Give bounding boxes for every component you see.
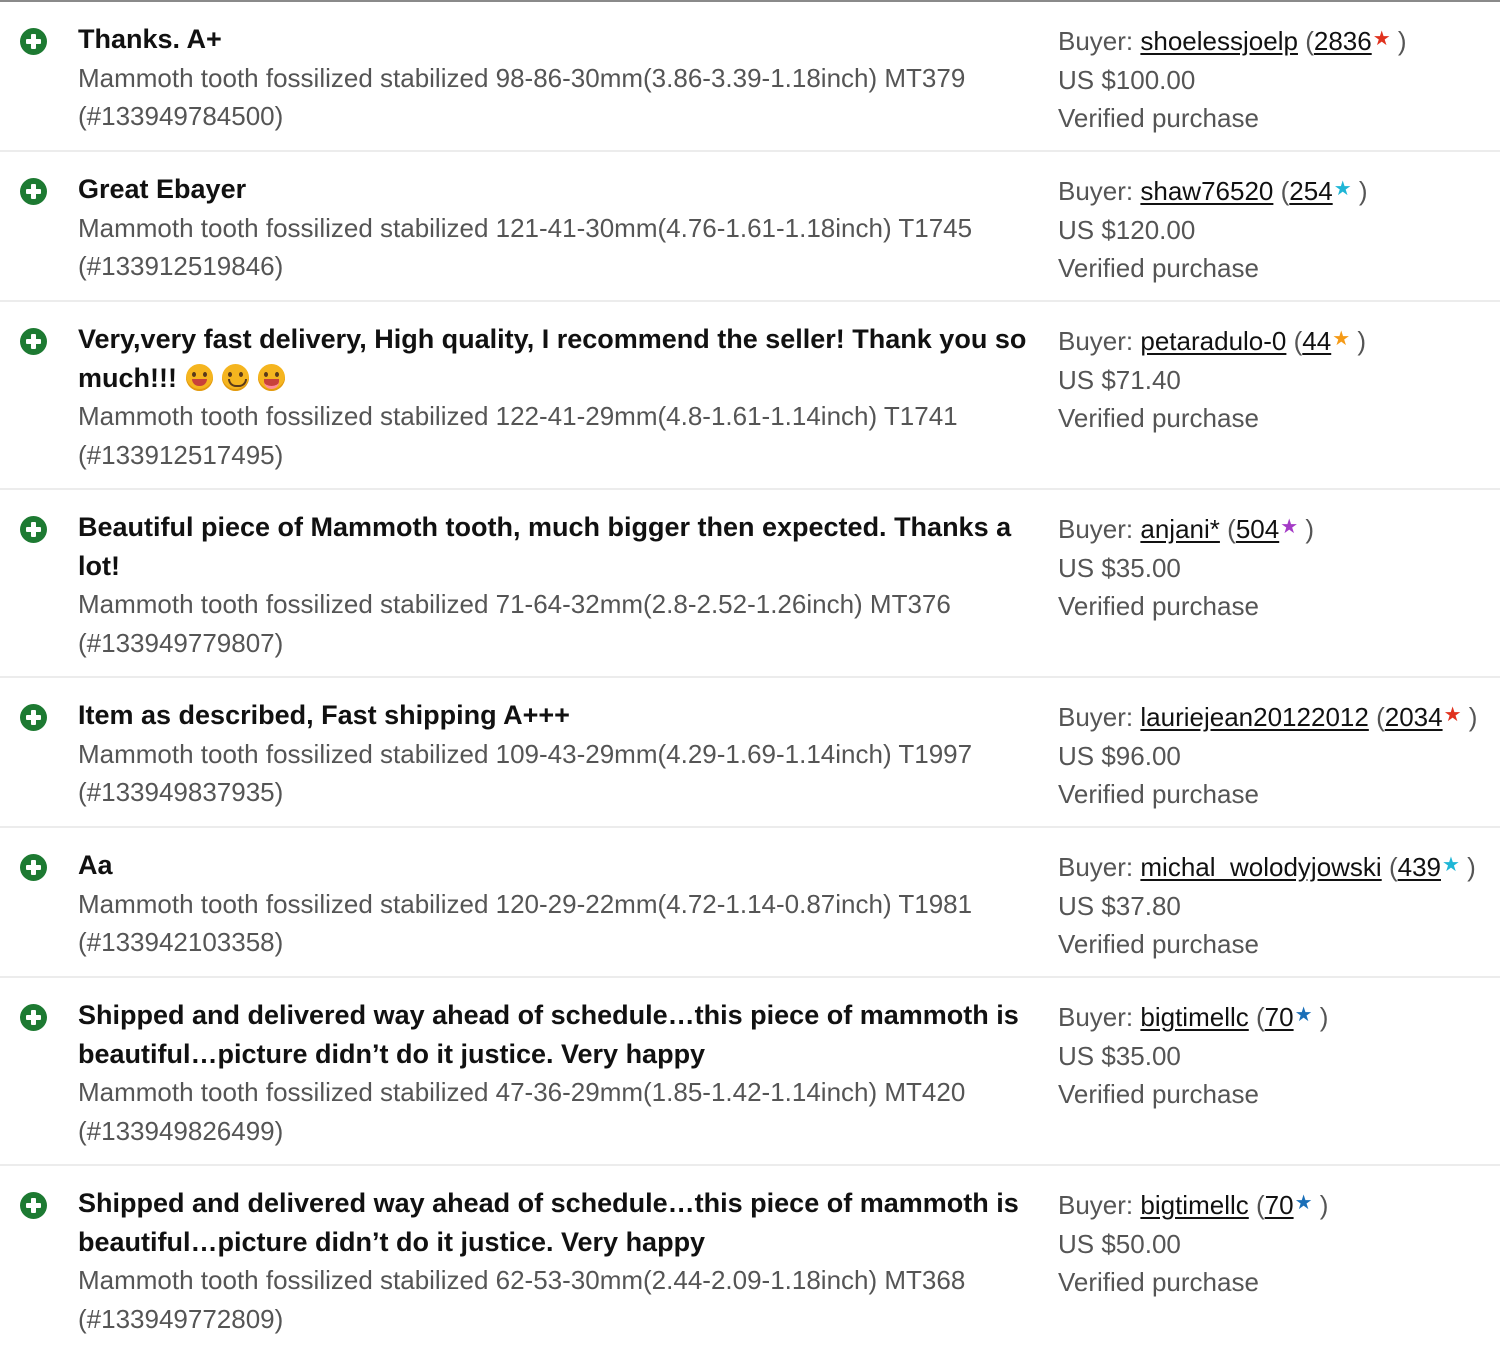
buyer-score-link[interactable]: 439 bbox=[1397, 852, 1441, 882]
item-number: (#133912519846) bbox=[78, 251, 284, 281]
feedback-content bbox=[78, 152, 1058, 300]
verified-purchase-label: Verified purchase bbox=[1058, 103, 1259, 133]
item-title: Mammoth tooth fossilized stabilized 62-53-30mm(2.44-2.09-1.18inch) MT368 bbox=[78, 1265, 966, 1295]
comment-text: Aa bbox=[78, 850, 113, 880]
price: US $35.00 bbox=[1058, 1040, 1181, 1071]
item-number: (#133949837935) bbox=[78, 777, 284, 807]
buyer-info bbox=[1058, 302, 1500, 488]
rating-icon-cell bbox=[0, 678, 78, 826]
buyer-line bbox=[1058, 320, 1500, 361]
score-close-paren: ) bbox=[1298, 514, 1315, 544]
feedback-comment bbox=[78, 696, 1058, 735]
plus-circle-icon bbox=[20, 704, 47, 731]
feedback-list bbox=[0, 2, 1500, 1350]
rating-icon-cell bbox=[0, 302, 78, 488]
item-number: (#133949784500) bbox=[78, 101, 284, 131]
verified-purchase-label: Verified purchase bbox=[1058, 929, 1259, 959]
feedback-row bbox=[0, 152, 1500, 302]
feedback-row bbox=[0, 2, 1500, 152]
buyer-label: Buyer: bbox=[1058, 1190, 1134, 1220]
buyer-label: Buyer: bbox=[1058, 852, 1134, 882]
score-close-paren: ) bbox=[1390, 26, 1407, 56]
score-close-paren: ) bbox=[1312, 1002, 1329, 1032]
rating-icon-cell bbox=[0, 490, 78, 676]
score-close-paren: ) bbox=[1351, 176, 1368, 206]
buyer-info bbox=[1058, 678, 1500, 826]
buyer-score-link[interactable]: 2034 bbox=[1384, 702, 1443, 732]
score-close-paren: ) bbox=[1350, 326, 1367, 356]
score-open-paren: ( bbox=[1305, 26, 1314, 56]
item-number: (#133949772809) bbox=[78, 1303, 284, 1334]
price: US $37.80 bbox=[1058, 890, 1181, 921]
verified-purchase-label: Verified purchase bbox=[1058, 403, 1259, 433]
buyer-info bbox=[1058, 152, 1500, 300]
star-icon: ★ bbox=[1280, 516, 1299, 538]
score-open-paren: ( bbox=[1293, 326, 1303, 356]
plus-circle-icon bbox=[20, 1004, 47, 1031]
buyer-line bbox=[1058, 1184, 1500, 1225]
grinning-face-emoji bbox=[186, 364, 213, 391]
star-icon: ★ bbox=[1332, 328, 1351, 350]
feedback-comment bbox=[78, 1184, 1058, 1261]
score-close-paren: ) bbox=[1459, 852, 1476, 882]
score-open-paren: ( bbox=[1388, 852, 1398, 882]
feedback-comment bbox=[78, 320, 1058, 397]
item-number: (#133942103358) bbox=[78, 927, 284, 957]
feedback-row bbox=[0, 678, 1500, 828]
feedback-comment bbox=[78, 20, 1058, 59]
buyer-line bbox=[1058, 170, 1500, 211]
feedback-content bbox=[78, 978, 1058, 1164]
feedback-content bbox=[78, 302, 1058, 488]
feedback-row bbox=[0, 1166, 1500, 1350]
plus-circle-icon bbox=[20, 328, 47, 355]
buyer-score-link[interactable]: 2836 bbox=[1313, 26, 1372, 56]
buyer-info bbox=[1058, 1166, 1500, 1350]
buyer-score-link[interactable]: 504 bbox=[1235, 514, 1280, 544]
plus-circle-icon bbox=[20, 1192, 47, 1219]
plus-circle-icon bbox=[20, 516, 47, 543]
buyer-label: Buyer: bbox=[1058, 514, 1134, 544]
star-icon: ★ bbox=[1294, 1004, 1313, 1026]
buyer-line bbox=[1058, 508, 1500, 549]
buyer-score-link[interactable]: 70 bbox=[1264, 1190, 1294, 1220]
score-open-paren: ( bbox=[1256, 1002, 1265, 1032]
feedback-content bbox=[78, 1166, 1058, 1350]
price: US $100.00 bbox=[1058, 64, 1196, 95]
feedback-row bbox=[0, 828, 1500, 978]
feedback-content bbox=[78, 828, 1058, 976]
verified-purchase-label: Verified purchase bbox=[1058, 1267, 1259, 1297]
price: US $71.40 bbox=[1058, 364, 1181, 395]
comment-text: Beautiful piece of Mammoth tooth, much bigger then expected. Thanks a lot! bbox=[78, 512, 1012, 581]
item-title: Mammoth tooth fossilized stabilized 120-29-22mm(4.72-1.14-0.87inch) T1981 bbox=[78, 888, 973, 919]
item-title: Mammoth tooth fossilized stabilized 122-41-29mm(4.8-1.61-1.14inch) T1741 bbox=[78, 401, 958, 431]
buyer-line bbox=[1058, 996, 1500, 1037]
star-icon: ★ bbox=[1294, 1192, 1313, 1214]
buyer-label: Buyer: bbox=[1058, 702, 1134, 732]
verified-purchase-label: Verified purchase bbox=[1058, 1079, 1259, 1109]
feedback-content bbox=[78, 678, 1058, 826]
comment-text: Great Ebayer bbox=[78, 174, 247, 204]
feedback-comment bbox=[78, 996, 1058, 1073]
verified-purchase-label: Verified purchase bbox=[1058, 779, 1259, 809]
feedback-row bbox=[0, 978, 1500, 1166]
item-title: Mammoth tooth fossilized stabilized 71-64-32mm(2.8-2.52-1.26inch) MT376 bbox=[78, 589, 951, 619]
buyer-name-link[interactable]: shoelessjoelp bbox=[1140, 26, 1298, 56]
item-title: Mammoth tooth fossilized stabilized 98-86-30mm(3.86-3.39-1.18inch) MT379 bbox=[78, 62, 966, 93]
rating-icon-cell bbox=[0, 978, 78, 1164]
verified-purchase-label: Verified purchase bbox=[1058, 591, 1259, 621]
verified-purchase-label: Verified purchase bbox=[1058, 253, 1259, 283]
comment-text: Item as described, Fast shipping A+++ bbox=[78, 700, 570, 730]
rating-icon-cell bbox=[0, 2, 78, 150]
buyer-info bbox=[1058, 828, 1500, 976]
comment-text: Thanks. A+ bbox=[78, 24, 222, 54]
buyer-name-link[interactable]: bigtimellc bbox=[1140, 1190, 1249, 1220]
buyer-name-link[interactable]: lauriejean20122012 bbox=[1140, 702, 1369, 732]
score-close-paren: ) bbox=[1312, 1190, 1329, 1220]
score-close-paren: ) bbox=[1461, 702, 1478, 732]
buyer-name-link[interactable]: bigtimellc bbox=[1140, 1002, 1249, 1032]
item-title: Mammoth tooth fossilized stabilized 109-43-29mm(4.29-1.69-1.14inch) T1997 bbox=[78, 738, 973, 769]
item-title: Mammoth tooth fossilized stabilized 121-41-30mm(4.76-1.61-1.18inch) T1745 bbox=[78, 212, 973, 243]
feedback-content bbox=[78, 2, 1058, 150]
star-icon: ★ bbox=[1333, 178, 1352, 200]
item-number: (#133949826499) bbox=[78, 1115, 284, 1146]
price: US $50.00 bbox=[1058, 1228, 1181, 1259]
buyer-name-link[interactable]: petaradulo-0 bbox=[1140, 326, 1287, 356]
score-open-paren: ( bbox=[1227, 514, 1236, 544]
price: US $96.00 bbox=[1058, 740, 1181, 771]
buyer-label: Buyer: bbox=[1058, 1002, 1134, 1032]
buyer-label: Buyer: bbox=[1058, 26, 1134, 56]
score-open-paren: ( bbox=[1256, 1190, 1265, 1220]
buyer-name-link[interactable]: shaw76520 bbox=[1140, 176, 1274, 206]
feedback-comment bbox=[78, 846, 1058, 885]
score-open-paren: ( bbox=[1280, 176, 1290, 206]
plus-circle-icon bbox=[20, 28, 47, 55]
item-title: Mammoth tooth fossilized stabilized 47-36-29mm(1.85-1.42-1.14inch) MT420 bbox=[78, 1077, 966, 1107]
buyer-line bbox=[1058, 696, 1500, 737]
item-number: (#133912517495) bbox=[78, 439, 284, 470]
plus-circle-icon bbox=[20, 178, 47, 205]
feedback-row bbox=[0, 490, 1500, 678]
rating-icon-cell bbox=[0, 152, 78, 300]
feedback-comment bbox=[78, 508, 1058, 585]
rating-icon-cell bbox=[0, 1166, 78, 1350]
star-icon: ★ bbox=[1442, 854, 1460, 876]
star-icon: ★ bbox=[1443, 704, 1462, 726]
tongue-face-emoji bbox=[258, 364, 285, 391]
item-number: (#133949779807) bbox=[78, 627, 284, 658]
comment-text: Shipped and delivered way ahead of schedule…this piece of mammoth is beautiful…picture didn’t do it justice. Very happy bbox=[78, 1188, 1019, 1257]
buyer-label: Buyer: bbox=[1058, 176, 1134, 206]
feedback-comment bbox=[78, 170, 1058, 209]
comment-text: Very,very fast delivery, High quality, I recommend the seller! Thank you so much!!! bbox=[78, 324, 1027, 393]
star-icon: ★ bbox=[1372, 28, 1391, 50]
buyer-score-link[interactable]: 44 bbox=[1302, 326, 1332, 356]
feedback-content bbox=[78, 490, 1058, 676]
buyer-line bbox=[1058, 20, 1500, 61]
rating-icon-cell bbox=[0, 828, 78, 976]
buyer-info bbox=[1058, 2, 1500, 150]
feedback-row bbox=[0, 302, 1500, 490]
smiling-face-emoji bbox=[222, 364, 249, 391]
buyer-score-link[interactable]: 70 bbox=[1264, 1002, 1294, 1032]
buyer-info bbox=[1058, 490, 1500, 676]
buyer-label: Buyer: bbox=[1058, 326, 1134, 356]
score-open-paren: ( bbox=[1376, 702, 1385, 732]
price: US $35.00 bbox=[1058, 552, 1181, 583]
comment-text: Shipped and delivered way ahead of schedule…this piece of mammoth is beautiful…picture didn’t do it justice. Very happy bbox=[78, 1000, 1019, 1069]
buyer-line bbox=[1058, 846, 1500, 887]
buyer-info bbox=[1058, 978, 1500, 1164]
plus-circle-icon bbox=[20, 854, 47, 881]
price: US $120.00 bbox=[1058, 214, 1196, 245]
buyer-score-link[interactable]: 254 bbox=[1289, 176, 1333, 206]
buyer-name-link[interactable]: anjani* bbox=[1140, 514, 1220, 544]
buyer-name-link[interactable]: michal_wolodyjowski bbox=[1140, 852, 1382, 882]
